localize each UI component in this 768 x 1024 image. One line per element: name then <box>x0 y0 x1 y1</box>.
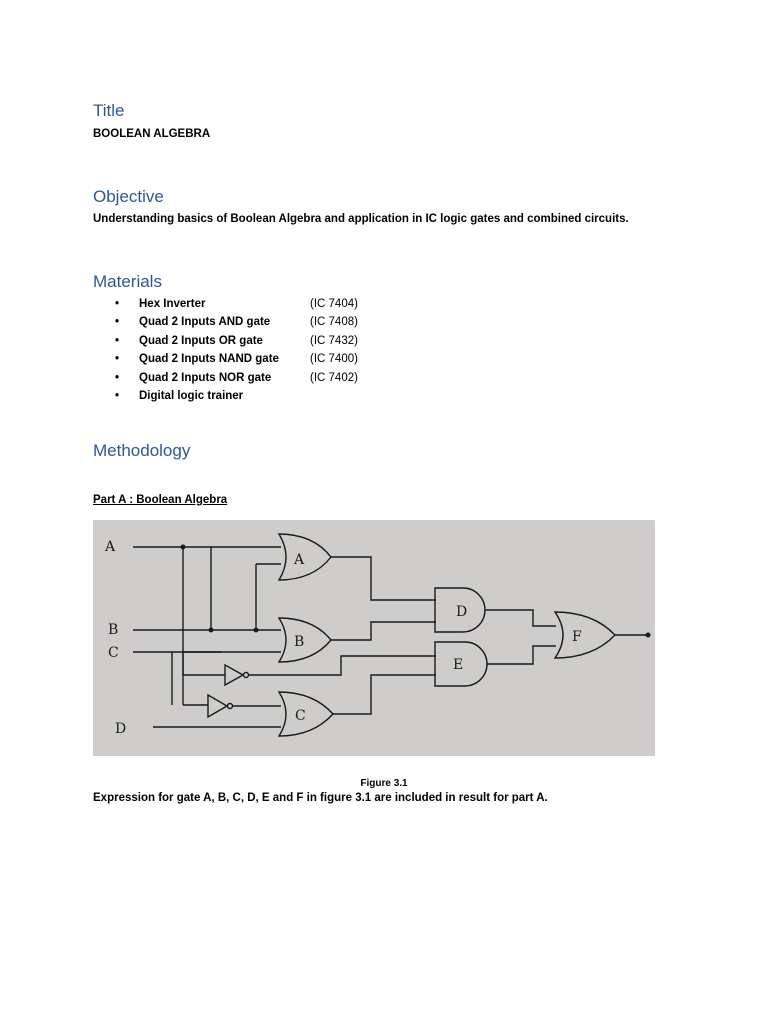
material-name: Quad 2 Inputs NAND gate <box>139 353 279 366</box>
input-label-d: D <box>115 721 127 737</box>
logic-circuit-figure <box>93 520 655 756</box>
bullet-icon: • <box>115 298 120 310</box>
material-ic: (IC 7402) <box>310 371 358 384</box>
wire-d-to-f <box>485 610 556 626</box>
bullet-icon: • <box>115 371 120 384</box>
wire-c-to-e <box>333 675 436 714</box>
input-label-b: B <box>108 622 119 638</box>
objective-heading: Objective <box>93 187 164 206</box>
material-name: Digital logic trainer <box>139 389 244 402</box>
wire-b-to-d <box>331 622 436 640</box>
junction-dot <box>254 628 258 632</box>
or-gate-c <box>279 692 333 736</box>
output-dot <box>646 633 650 637</box>
wire-not1-to-e <box>248 656 436 675</box>
gate-label-f: F <box>572 629 582 645</box>
or-gate-b <box>279 618 331 662</box>
bullet-icon: • <box>115 389 120 402</box>
title-text: BOOLEAN ALGEBRA <box>93 128 211 140</box>
expression-text: Expression for gate A, B, C, D, E and F in figure 3.1 are included in result for part A. <box>93 792 548 804</box>
bullet-icon: • <box>115 334 120 347</box>
gate-label-e: E <box>453 657 464 673</box>
bullet-icon: • <box>115 353 120 366</box>
gate-label-b: B <box>294 634 305 650</box>
figure-caption: Figure 3.1 <box>360 778 408 789</box>
junction-dot <box>181 545 185 549</box>
not-gate-2 <box>208 695 227 717</box>
material-name: Hex Inverter <box>139 298 206 310</box>
material-name: Quad 2 Inputs NOR gate <box>139 371 272 384</box>
or-gate-a <box>279 534 331 580</box>
wire-a-to-d <box>331 557 436 600</box>
gate-label-d: D <box>456 604 468 620</box>
wire-e-to-f <box>487 646 556 664</box>
gate-label-c: C <box>295 708 306 724</box>
methodology-heading: Methodology <box>93 441 191 460</box>
part-a-heading: Part A : Boolean Algebra <box>93 494 228 506</box>
input-label-a: A <box>105 539 116 555</box>
or-gate-f <box>555 612 615 658</box>
title-heading: Title <box>93 101 125 120</box>
objective-text: Understanding basics of Boolean Algebra and application in IC logic gates and combined circuits. <box>93 213 629 225</box>
bullet-icon: • <box>115 316 120 329</box>
material-ic: (IC 7400) <box>310 353 358 366</box>
material-name: Quad 2 Inputs AND gate <box>139 316 271 329</box>
materials-heading: Materials <box>93 272 162 291</box>
material-name: Quad 2 Inputs OR gate <box>139 334 263 347</box>
gate-label-a: A <box>294 552 305 568</box>
circuit-diagram <box>93 520 655 756</box>
material-ic: (IC 7432) <box>310 334 358 347</box>
not-gate-1 <box>225 665 243 685</box>
input-label-c: C <box>108 645 119 661</box>
material-ic: (IC 7404) <box>310 298 358 310</box>
junction-dot <box>209 628 213 632</box>
material-ic: (IC 7408) <box>310 316 358 329</box>
